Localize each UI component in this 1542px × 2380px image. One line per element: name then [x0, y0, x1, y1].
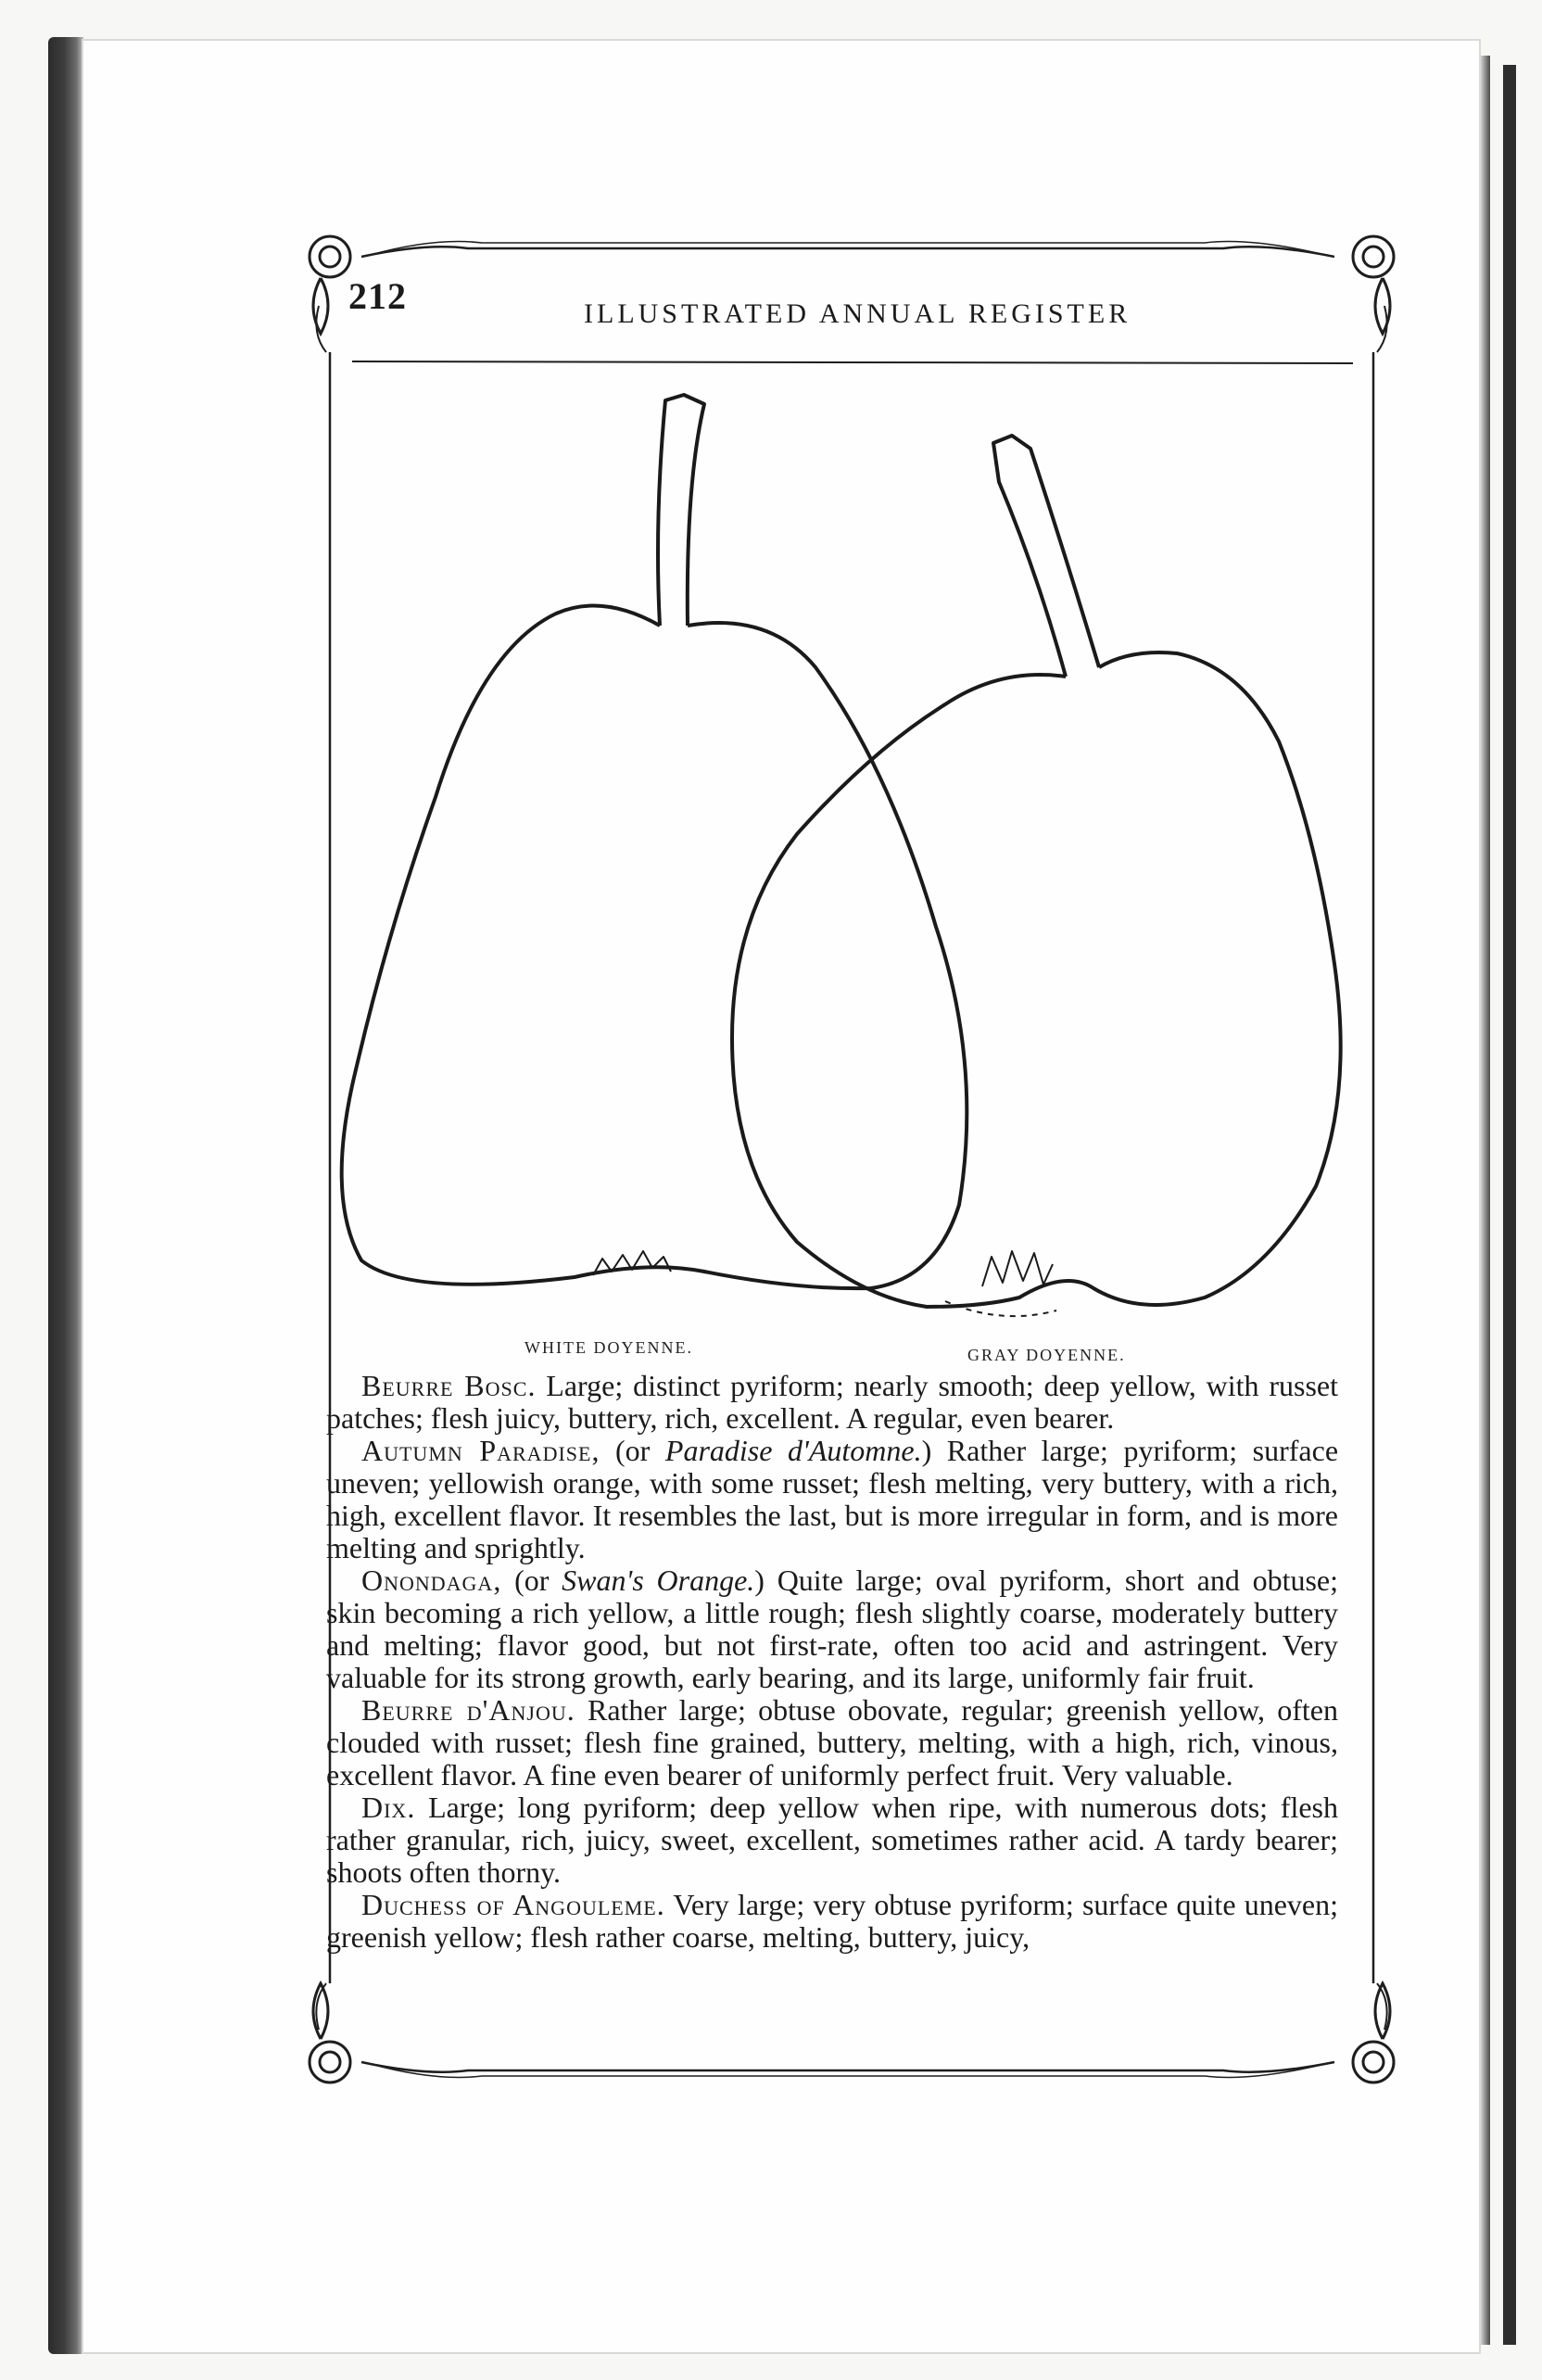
entry-name: Autumn Paradise,: [361, 1434, 600, 1467]
entry-description: Large; long pyriform; deep yellow when ripe, with numerous dots; flesh rather granular, rich, juicy, sweet, excellent, sometimes rather acid. A tardy bearer; shoots often thorny.: [326, 1791, 1338, 1889]
entry-synonym: Swan's Orange.: [562, 1563, 755, 1597]
entry-description: Rather large; obtuse obovate, regular; greenish yellow, often clouded with russet; flesh fine grained, buttery, melting, with a high, rich, vinous, excellent flavor. A fine even bearer of uniformly perfect fruit. Very valuable.: [326, 1693, 1338, 1791]
entry-name: Onondaga,: [361, 1563, 502, 1597]
entry-beurre-bosc: [326, 1370, 1338, 1435]
body-text: [326, 1370, 1338, 1954]
entry-synonym-suffix: ): [921, 1434, 932, 1467]
white-doyenne-pear: [342, 606, 967, 1289]
entry-onondaga: [326, 1564, 1338, 1694]
page-number: 212: [348, 275, 407, 317]
entry-autumn-paradise: [326, 1435, 1338, 1564]
white-doyenne-stem: [658, 395, 704, 626]
figure-caption-gray-doyenne: GRAY DOYENNE.: [967, 1346, 1126, 1364]
entry-synonym-prefix: (or: [600, 1434, 665, 1467]
entry-beurre-danjou: [326, 1694, 1338, 1791]
running-title: ILLUSTRATED ANNUAL REGISTER: [584, 298, 1131, 329]
entry-description: Large; distinct pyriform; nearly smooth; deep yellow, with russet patches; flesh juicy, buttery, rich, excellent. A regular, even bearer.: [326, 1369, 1338, 1435]
entry-name: Duchess of Angouleme.: [361, 1888, 665, 1921]
entry-dix: [326, 1791, 1338, 1889]
entry-synonym: Paradise d'Automne.: [664, 1434, 922, 1467]
entry-synonym-suffix: ): [754, 1563, 765, 1597]
entry-name: Beurre d'Anjou.: [361, 1693, 575, 1727]
entry-name: Beurre Bosc.: [361, 1369, 537, 1402]
gray-doyenne-calyx: [982, 1251, 1053, 1286]
figure-caption-white-doyenne: WHITE DOYENNE.: [525, 1338, 693, 1357]
entry-description: Quite large; oval pyriform, short and obtuse; skin becoming a rich yellow, a little rough; flesh slightly coarse, moderately buttery and melting; flavor good, but not first-rate, often too acid and astringent. Very valuable for its strong growth, early bearing, and its large, uniformly fair fruit.: [326, 1563, 1339, 1694]
gray-doyenne-stem: [993, 436, 1099, 677]
entry-duchess-of-angouleme: [326, 1889, 1338, 1954]
entry-description: Very large; very obtuse pyriform; surface quite uneven; greenish yellow; flesh rather coarse, melting, buttery, juicy,: [326, 1888, 1338, 1954]
entry-name: Dix.: [361, 1791, 416, 1824]
gray-doyenne-pear: [732, 652, 1341, 1307]
entry-synonym-prefix: (or: [501, 1563, 562, 1597]
entry-description: Rather large; pyriform; surface uneven; yellowish orange, with some russet; flesh melting, very buttery, with a rich, high, excellent flavor. It resembles the last, but is more irregular in form, and is more melting and sprightly.: [326, 1434, 1339, 1564]
